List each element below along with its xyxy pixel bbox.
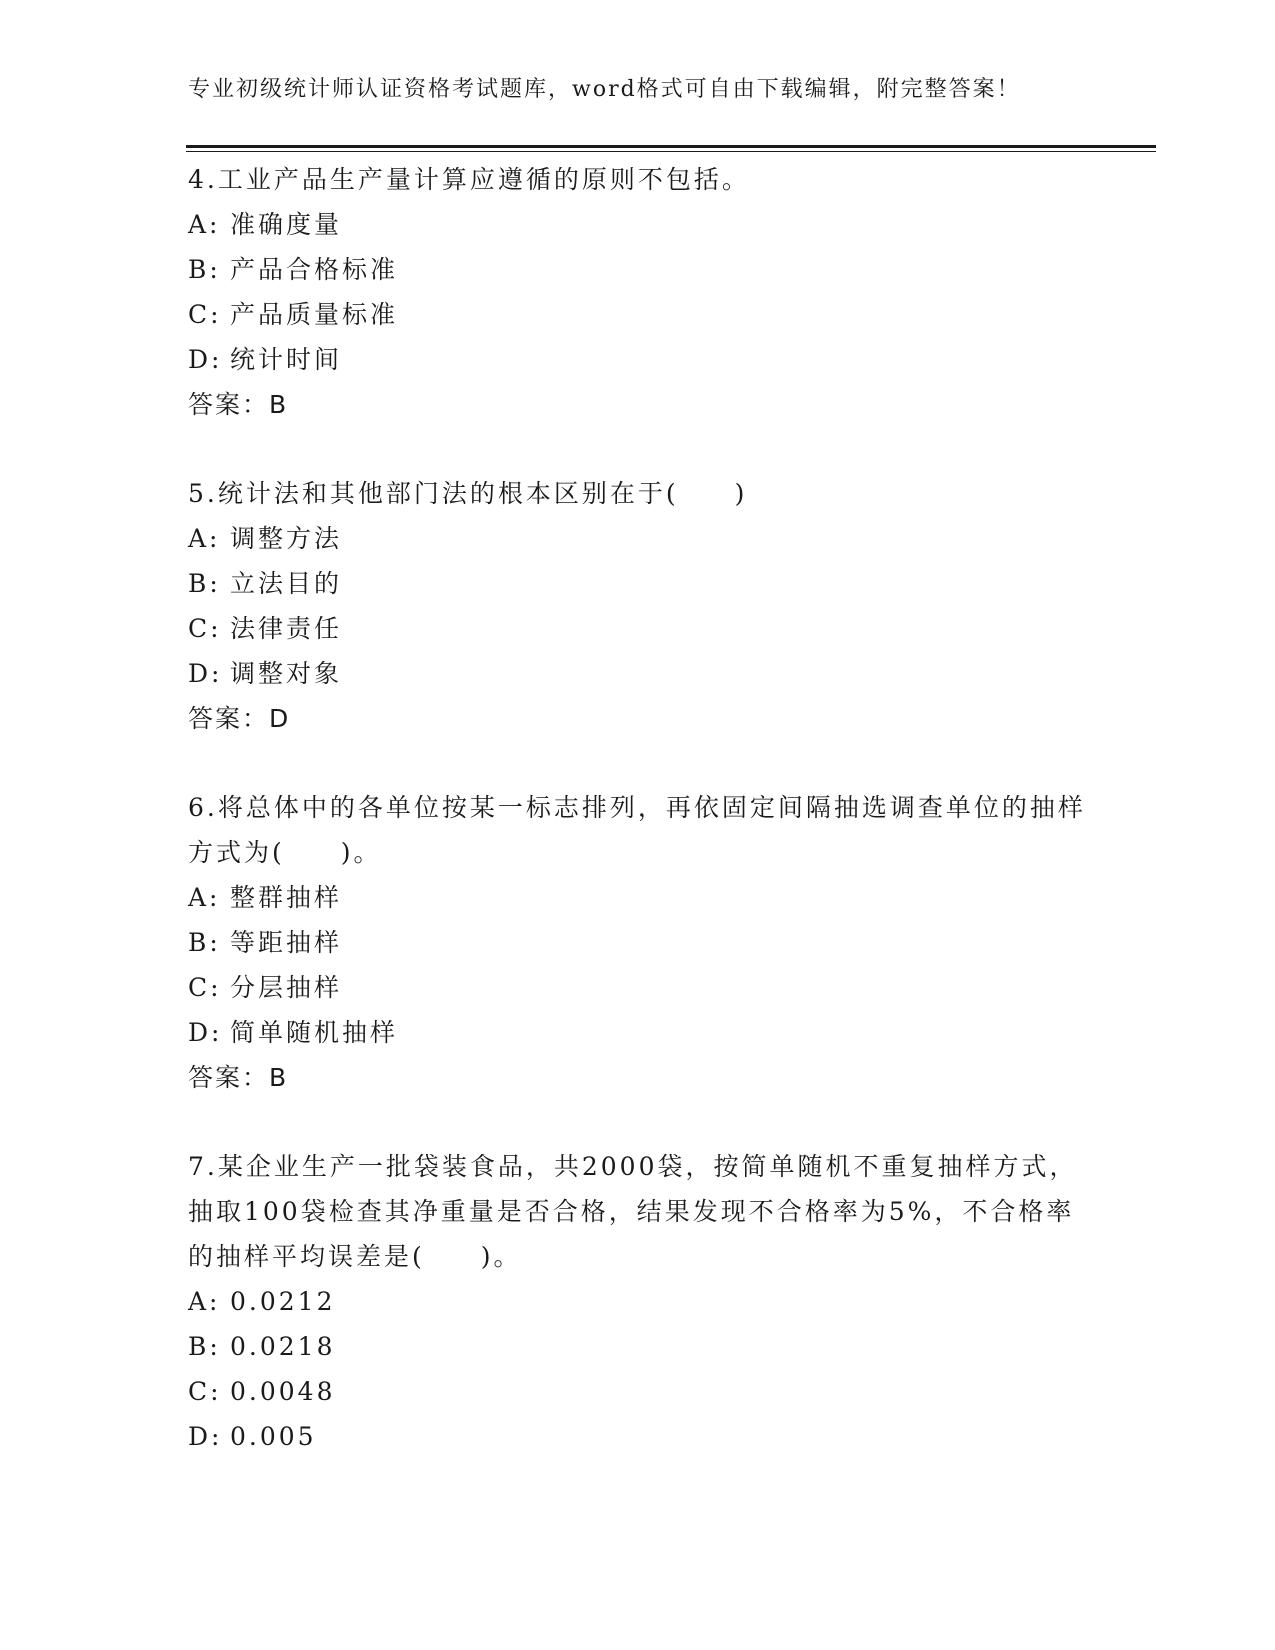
header-rule-thin (186, 151, 1156, 152)
option-key: B: (188, 255, 221, 284)
option-text: 调整方法 (230, 524, 343, 553)
option-key: A: (188, 883, 221, 912)
option-text: 0.0212 (230, 1287, 336, 1316)
option-key: C: (188, 614, 222, 643)
option-c (188, 1369, 1088, 1414)
option-a (188, 1279, 1088, 1324)
option-key: D: (188, 345, 223, 374)
question-list (188, 157, 1088, 1503)
option-b (188, 247, 1088, 292)
option-c (188, 292, 1088, 337)
answer-line: 答案：B (188, 1063, 289, 1092)
answer-line: 答案：B (188, 390, 289, 419)
question-4 (188, 157, 1088, 427)
question-stem: 4.工业产品生产量计算应遵循的原则不包括。 (188, 165, 750, 194)
option-c (188, 965, 1088, 1010)
option-key: D: (188, 1018, 223, 1047)
option-key: A: (188, 524, 221, 553)
question-6 (188, 785, 1088, 1100)
option-text: 产品质量标准 (230, 300, 399, 329)
option-b (188, 920, 1088, 965)
option-a (188, 516, 1088, 561)
option-b (188, 1324, 1088, 1369)
answer-line: 答案：D (188, 704, 291, 733)
option-key: C: (188, 1377, 222, 1406)
page-header: 专业初级统计师认证资格考试题库，word格式可自由下载编辑，附完整答案！ (188, 77, 1021, 102)
option-text: 0.005 (230, 1422, 317, 1451)
option-text: 0.0048 (230, 1377, 336, 1406)
question-5 (188, 471, 1088, 741)
option-text: 0.0218 (230, 1332, 336, 1361)
option-b (188, 561, 1088, 606)
option-text: 简单随机抽样 (230, 1018, 399, 1047)
option-d (188, 337, 1088, 382)
option-key: A: (188, 1287, 221, 1316)
option-key: B: (188, 1332, 221, 1361)
option-a (188, 875, 1088, 920)
question-stem: 6.将总体中的各单位按某一标志排列，再依固定间隔抽选调查单位的抽样方式为( )。 (188, 793, 1086, 867)
option-key: B: (188, 928, 221, 957)
question-stem: 5.统计法和其他部门法的根本区别在于( ) (188, 479, 748, 508)
option-text: 法律责任 (230, 614, 343, 643)
option-text: 准确度量 (230, 210, 343, 239)
option-c (188, 606, 1088, 651)
option-text: 分层抽样 (230, 973, 343, 1002)
option-d (188, 1010, 1088, 1055)
option-text: 立法目的 (230, 569, 343, 598)
question-7 (188, 1144, 1088, 1459)
option-text: 调整对象 (230, 659, 343, 688)
option-text: 产品合格标准 (230, 255, 399, 284)
option-d (188, 651, 1088, 696)
option-key: B: (188, 569, 221, 598)
option-key: A: (188, 210, 221, 239)
option-text: 等距抽样 (230, 928, 343, 957)
option-d (188, 1414, 1088, 1459)
option-text: 整群抽样 (230, 883, 343, 912)
option-text: 统计时间 (230, 345, 343, 374)
option-key: D: (188, 1422, 223, 1451)
option-key: D: (188, 659, 223, 688)
option-key: C: (188, 973, 222, 1002)
header-rule-thick (186, 145, 1156, 148)
question-stem: 7.某企业生产一批袋装食品，共2000袋，按简单随机不重复抽样方式，抽取100袋检查其净重量是否合格，结果发现不合格率为5%，不合格率的抽样平均误差是( )。 (188, 1152, 1078, 1271)
option-key: C: (188, 300, 222, 329)
option-a (188, 202, 1088, 247)
